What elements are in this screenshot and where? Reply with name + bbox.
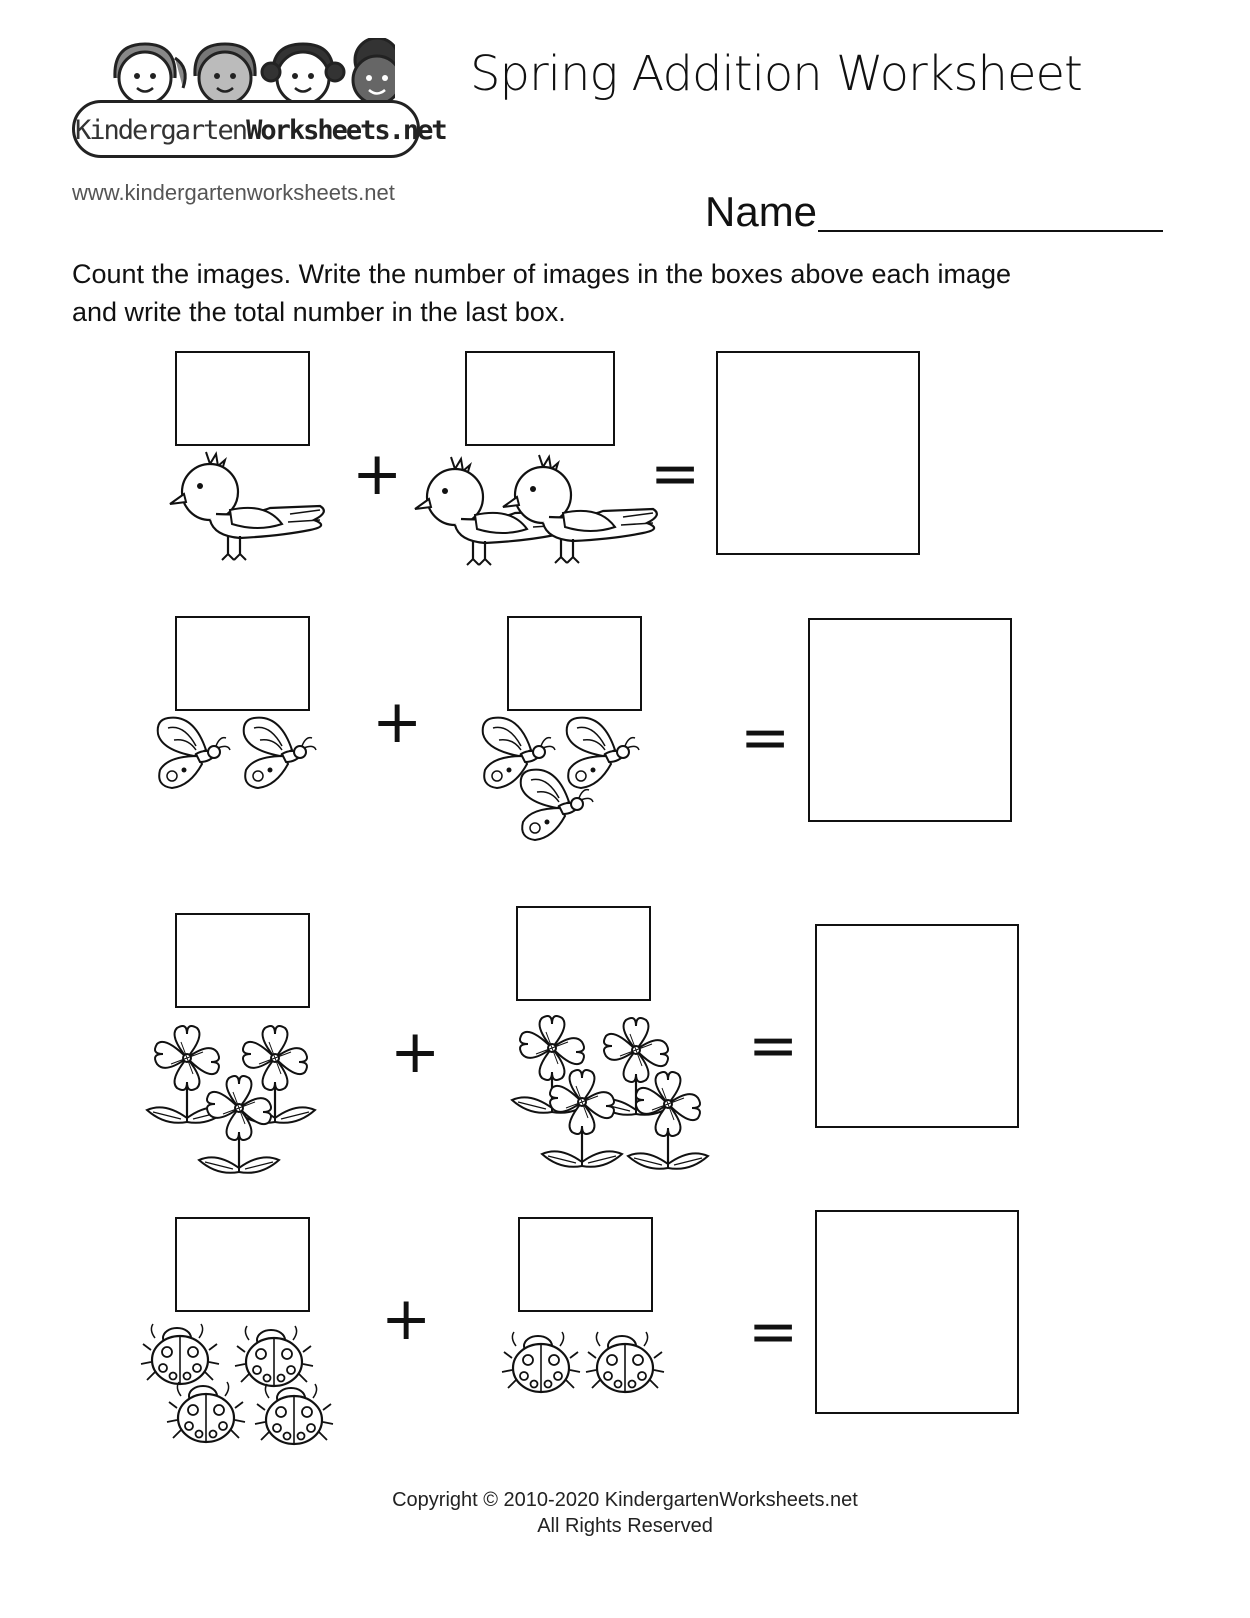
copyright-line-2: All Rights Reserved [537, 1515, 713, 1537]
kids-illustration-icon [95, 38, 395, 108]
ladybug-group-row4-right [498, 1322, 678, 1402]
page-title: Spring Addition Worksheet [470, 46, 1082, 102]
name-label: Name [705, 188, 818, 235]
logo-text-worksheets: Worksheets.net [246, 115, 446, 146]
ladybug-icon [586, 1332, 664, 1392]
ladybug-group-row4-left [135, 1320, 340, 1455]
ladybug-icon [502, 1332, 580, 1392]
ladybug-icon [141, 1324, 219, 1384]
answer-box-row1-left[interactable] [175, 351, 310, 446]
butterfly-icon [567, 718, 639, 788]
site-logo [70, 38, 446, 168]
butterfly-group-row2-left [150, 712, 325, 802]
bird-group-row1-left [170, 450, 340, 575]
answer-box-row2-total[interactable] [808, 618, 1012, 822]
answer-box-row3-right[interactable] [516, 906, 651, 1001]
plus-sign: + [372, 687, 423, 757]
answer-box-row3-total[interactable] [815, 924, 1019, 1128]
bird-icon [170, 452, 324, 560]
copyright [0, 1487, 1250, 1539]
instructions-line-2: and write the total number in the last box. [72, 297, 566, 327]
name-blank-line[interactable] [818, 230, 1163, 232]
copyright-line-1: Copyright © 2010-2020 KindergartenWorksheets.net [392, 1489, 858, 1511]
logo-text-kindergarten: Kindergarten [75, 115, 247, 146]
flower-group-row3-left [145, 1020, 325, 1180]
answer-box-row4-left[interactable] [175, 1217, 310, 1312]
instructions [72, 255, 1172, 331]
equals-sign: = [748, 1011, 799, 1081]
flower-icon [542, 1070, 622, 1167]
flower-icon [628, 1072, 708, 1169]
ladybug-icon [255, 1384, 333, 1444]
plus-sign: + [381, 1284, 432, 1354]
logo-plate [72, 100, 446, 158]
bird-icon [503, 455, 657, 563]
butterfly-icon [244, 718, 316, 788]
site-url: www.kindergartenworksheets.net [72, 180, 395, 205]
butterfly-icon [158, 718, 230, 788]
answer-box-row4-total[interactable] [815, 1210, 1019, 1414]
logo-text [75, 115, 446, 146]
equals-sign: = [748, 1297, 799, 1367]
answer-box-row2-left[interactable] [175, 616, 310, 711]
ladybug-icon [235, 1326, 313, 1386]
bird-group-row1-right [415, 455, 665, 580]
answer-box-row1-total[interactable] [716, 351, 920, 555]
plus-sign: + [352, 439, 403, 509]
instructions-line-1: Count the images. Write the number of images in the boxes above each image [72, 259, 1012, 289]
flower-icon [199, 1076, 279, 1173]
equals-sign: = [740, 703, 791, 773]
plus-sign: + [390, 1017, 441, 1087]
butterfly-group-row2-right [475, 712, 650, 857]
flower-group-row3-right [500, 1012, 710, 1177]
answer-box-row1-right[interactable] [465, 351, 615, 446]
answer-box-row3-left[interactable] [175, 913, 310, 1008]
answer-box-row4-right[interactable] [518, 1217, 653, 1312]
equals-sign: = [650, 439, 701, 509]
ladybug-icon [167, 1382, 245, 1442]
answer-box-row2-right[interactable] [507, 616, 642, 711]
